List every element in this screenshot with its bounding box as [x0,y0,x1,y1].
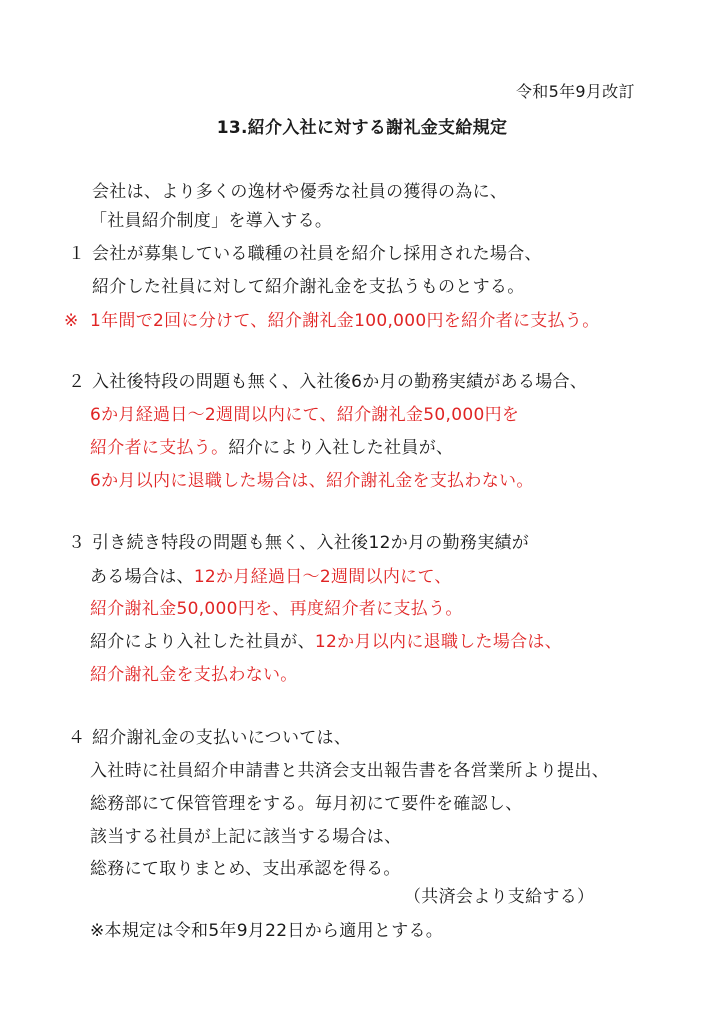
section-3-line-4 [90,631,562,653]
section-4-line-3: 総務部にて保管管理をする。毎月初にて要件を確認し、 [90,794,523,814]
section-4-number: ４ [68,728,86,748]
section-2-line-2: 6か月経過日～2週間以内にて、紹介謝礼金50,000円を [90,405,520,425]
intro-line-1: 会社は、より多くの逸材や優秀な社員の獲得の為に、 [92,182,508,202]
section-2-line-1: 入社後特段の問題も無く、入社後6か月の勤務実績がある場合、 [92,372,588,392]
section-3-line-1: 引き続き特段の問題も無く、入社後12か月の勤務実績が [92,533,530,553]
document-title: 13.紹介入社に対する謝礼金支給規定 [216,118,508,138]
section-3-line-4-black: 紹介により入社した社員が、 [90,632,315,652]
section-2-line-3-black: 紹介により入社した社員が、 [228,438,454,458]
section-3-line-2-red: 12か月経過日～2週間以内にて、 [193,567,452,587]
section-3-line-2-black: ある場合は、 [90,567,194,587]
section-2-line-4: 6か月以内に退職した場合は、紹介謝礼金を支払わない。 [90,471,534,491]
section-4-line-1: 紹介謝礼金の支払いについては、 [92,728,352,748]
section-2-line-3 [90,437,453,459]
section-3-line-5: 紹介謝礼金を支払わない。 [90,665,298,685]
section-3-line-3: 紹介謝礼金50,000円を、再度紹介者に支払う。 [90,599,463,619]
section-1-number: １ [68,244,86,264]
section-1-note: 1年間で2回に分けて、紹介謝礼金100,000円を紹介者に支払う。 [90,311,600,331]
section-3-number: ３ [68,533,86,553]
section-3-line-4-red: 12か月以内に退職した場合は、 [314,632,563,652]
section-2-line-3-red: 紹介者に支払う。 [90,438,229,458]
section-3-line-2 [90,566,452,588]
section-1-line-1: 会社が募集している職種の社員を紹介し採用された場合、 [92,244,542,264]
revision-date: 令和5年9月改訂 [516,82,635,101]
intro-line-2: 「社員紹介制度」を導入する。 [90,211,333,231]
section-4-line-2: 入社時に社員紹介申請書と共済会支出報告書を各営業所より提出、 [90,761,609,781]
section-2-number: ２ [68,372,86,392]
section-4-line-5: 総務にて取りまとめ、支出承認を得る。 [90,859,401,879]
section-4-line-6: （共済会より支給する） [404,887,595,907]
section-1-note-mark: ※ [64,311,79,331]
footer-note: ※本規定は令和5年9月22日から適用とする。 [90,921,444,941]
section-4-line-4: 該当する社員が上記に該当する場合は、 [90,827,402,847]
section-1-line-2: 紹介した社員に対して紹介謝礼金を支払うものとする。 [92,277,525,297]
